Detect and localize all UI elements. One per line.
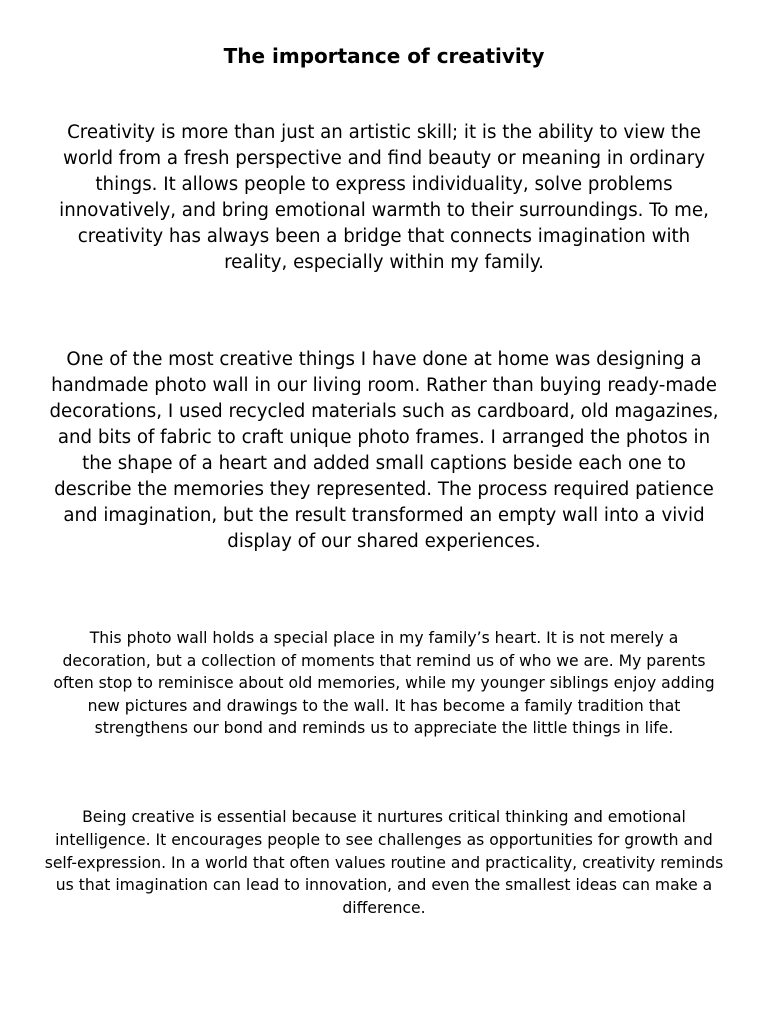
document-title: The importance of creativity xyxy=(223,44,545,68)
paragraph-family-meaning: This photo wall holds a special place in my family’s heart. It is not merely a decoration, but a collection of moments that remind us of who we are. My parents often stop to reminisce about old memories, while my younger siblings enjoy adding new pictures and drawings to the wall. It has become a family tradition that strengthens our bond and reminds us to appreciate the little things in life. xyxy=(53,629,715,737)
paragraph-conclusion: Being creative is essential because it nurtures critical thinking and emotional intelligence. It encourages people to see challenges as opportunities for growth and self-expression. In a world that often values routine and practicality, creativity reminds us that imagination can lead to innovation, and even the smallest ideas can make a difference. xyxy=(44,808,724,918)
paragraph-intro: Creativity is more than just an artistic skill; it is the ability to view the world from a fresh perspective and find beauty or meaning in ordinary things. It allows people to express individuality, solve problems innovatively, and bring emotional warmth to their surroundings. To me, creativity has always been a bridge that connects imagination with reality, especially within my family. xyxy=(59,122,709,273)
paragraph-photo-wall: One of the most creative things I have done at home was designing a handmade photo wall in our living room. Rather than buying ready-made decorations, I used recycled materials such as cardboard, old magazines, and bits of fabric to craft unique photo frames. I arranged the photos in the shape of a heart and added small captions beside each one to describe the memories they represented. The process required patience and imagination, but the result transformed an empty wall into a vivid display of our shared experiences. xyxy=(49,349,719,552)
